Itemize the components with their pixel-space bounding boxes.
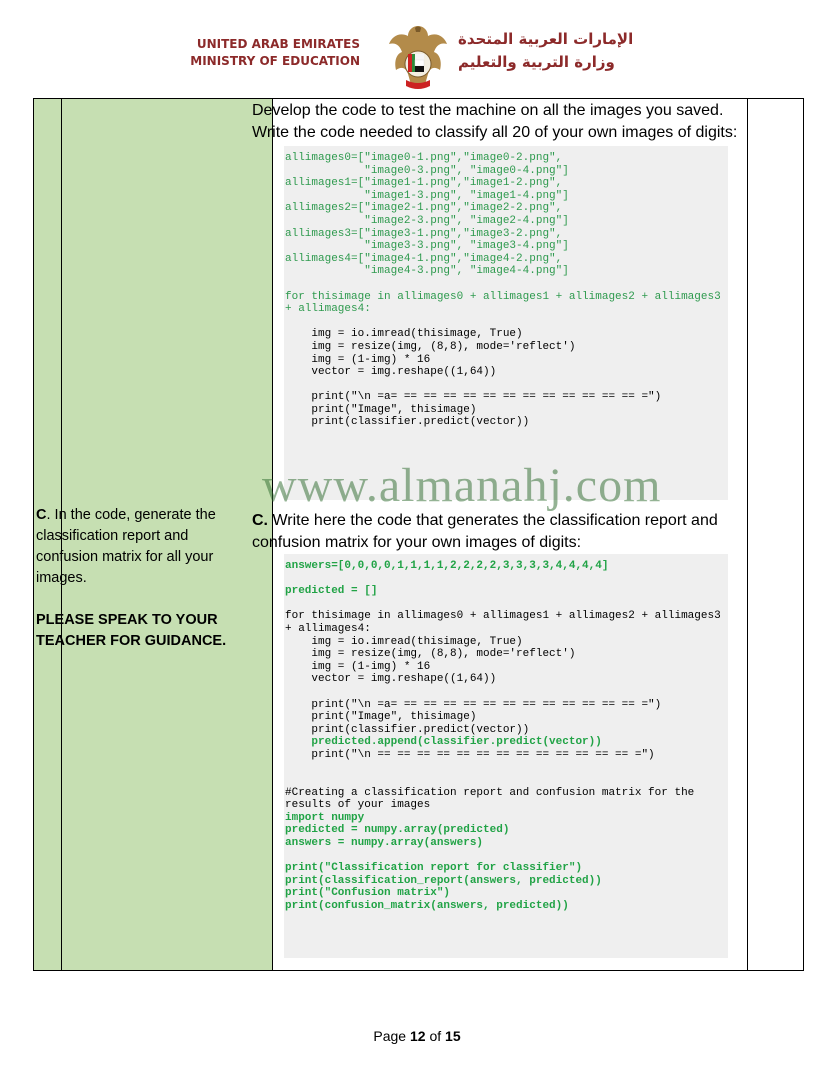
code-line: for thisimage in allimages0 + allimages1 + allimages2 + allimages3	[285, 610, 721, 623]
code-line: print("\n =a= == == == == == == == == == == == == =")	[285, 391, 662, 404]
code-line	[285, 774, 728, 787]
ministry-english-name	[190, 36, 360, 70]
arabic-line-1: الإمارات العربية المتحدة	[458, 30, 634, 48]
section-b-instruction	[252, 100, 752, 144]
code-line	[285, 850, 728, 863]
code-line	[285, 573, 728, 586]
code-line: img = io.imread(thisimage, True)	[285, 328, 523, 341]
ministry-arabic-name	[458, 28, 633, 74]
code-line: print("Classification report for classifier")	[285, 862, 583, 875]
page-footer	[0, 1028, 834, 1044]
code-line: img = resize(img, (8,8), mode='reflect')	[285, 340, 576, 353]
code-line: import numpy	[285, 811, 365, 824]
code-line: answers=[0,0,0,0,1,1,1,1,2,2,2,2,3,3,3,3,4,4,4,4]	[285, 560, 609, 572]
code-line: allimages1=["image1-1.png","image1-2.png",	[285, 177, 563, 190]
arabic-line-2: وزارة التربية والتعليم	[458, 53, 615, 71]
code-line: print("Confusion matrix")	[285, 887, 451, 900]
section-b-text: Develop the code to test the machine on all the images you saved. Write the code needed to classify all 20 of your own images of digits:	[252, 102, 738, 141]
code-block-classify	[284, 146, 728, 500]
task-c-body: . In the code, generate the classification report and confusion matrix for all your images.	[36, 507, 216, 586]
code-line: allimages0=["image0-1.png","image0-2.png",	[285, 152, 563, 164]
watermark: www.almanahj.com	[262, 459, 662, 512]
code-line	[285, 762, 728, 775]
code-line: "image4-3.png", "image4-4.png"]	[285, 265, 569, 278]
code-line: allimages2=["image2-1.png","image2-2.png",	[285, 202, 563, 215]
code-line: print("\n =a= == == == == == == == == == == == == =")	[285, 698, 662, 711]
code-line: img = resize(img, (8,8), mode='reflect')	[285, 648, 576, 661]
footer-prefix: Page	[373, 1028, 410, 1044]
code-classify-lines	[284, 146, 728, 429]
task-c-text	[36, 505, 236, 589]
page-total: 15	[445, 1028, 461, 1044]
section-c-body: Write here the code that generates the classification report and confusion matrix for your own images of digits:	[252, 512, 718, 551]
code-block-report	[284, 554, 728, 958]
code-line	[285, 598, 728, 611]
code-line: + allimages4:	[285, 303, 371, 316]
section-c-text	[252, 510, 752, 554]
code-line: + allimages4:	[285, 622, 371, 635]
section-c-instruction	[252, 510, 752, 554]
code-line: vector = img.reshape((1,64))	[285, 673, 497, 686]
code-line: results of your images	[285, 799, 431, 812]
code-line: print("\n == == == == == == == == == == == == == =")	[285, 748, 655, 761]
code-line	[285, 686, 728, 699]
code-line: img = (1-img) * 16	[285, 353, 431, 366]
code-line: predicted = []	[285, 585, 378, 598]
code-line: print(classifier.predict(vector))	[285, 416, 530, 429]
code-report-lines	[284, 554, 728, 913]
code-line: for thisimage in allimages0 + allimages1 + allimages2 + allimages3	[285, 290, 721, 303]
code-line: allimages4=["image4-1.png","image4-2.png",	[285, 252, 563, 265]
code-line	[285, 379, 728, 392]
uae-emblem-logo	[386, 22, 450, 94]
code-line: "image3-3.png", "image3-4.png"]	[285, 240, 569, 253]
code-line: predicted.append(classifier.predict(vector))	[285, 736, 602, 749]
english-line-1: UNITED ARAB EMIRATES	[196, 37, 360, 51]
code-line	[285, 316, 728, 329]
task-c-description	[36, 505, 236, 652]
task-c-label: C	[36, 507, 47, 523]
page-header	[0, 14, 834, 104]
code-line: "image1-3.png", "image1-4.png"]	[285, 189, 569, 202]
code-line: img = (1-img) * 16	[285, 660, 431, 673]
code-line: print(classifier.predict(vector))	[285, 723, 530, 736]
code-line	[285, 278, 728, 291]
code-line: answers = numpy.array(answers)	[285, 837, 484, 850]
code-line: "image0-3.png", "image0-4.png"]	[285, 164, 569, 177]
section-c-label: C.	[252, 512, 268, 529]
code-line: print("Image", thisimage)	[285, 711, 477, 724]
teacher-guidance-note: PLEASE SPEAK TO YOUR TEACHER FOR GUIDANCE.	[36, 612, 227, 649]
page-number: 12	[409, 1028, 426, 1044]
code-line: print("Image", thisimage)	[285, 403, 477, 416]
footer-of: of	[425, 1028, 446, 1044]
code-line: print(confusion_matrix(answers, predicted))	[285, 900, 569, 913]
code-line: img = io.imread(thisimage, True)	[285, 635, 523, 648]
code-line: print(classification_report(answers, predicted))	[285, 874, 602, 887]
code-line: predicted = numpy.array(predicted)	[285, 824, 510, 837]
code-line: #Creating a classification report and confusion matrix for the	[285, 786, 695, 799]
code-line: allimages3=["image3-1.png","image3-2.png",	[285, 227, 563, 240]
code-line: "image2-3.png", "image2-4.png"]	[285, 214, 569, 227]
code-line: vector = img.reshape((1,64))	[285, 366, 497, 379]
english-line-2: MINISTRY OF EDUCATION	[190, 54, 360, 68]
